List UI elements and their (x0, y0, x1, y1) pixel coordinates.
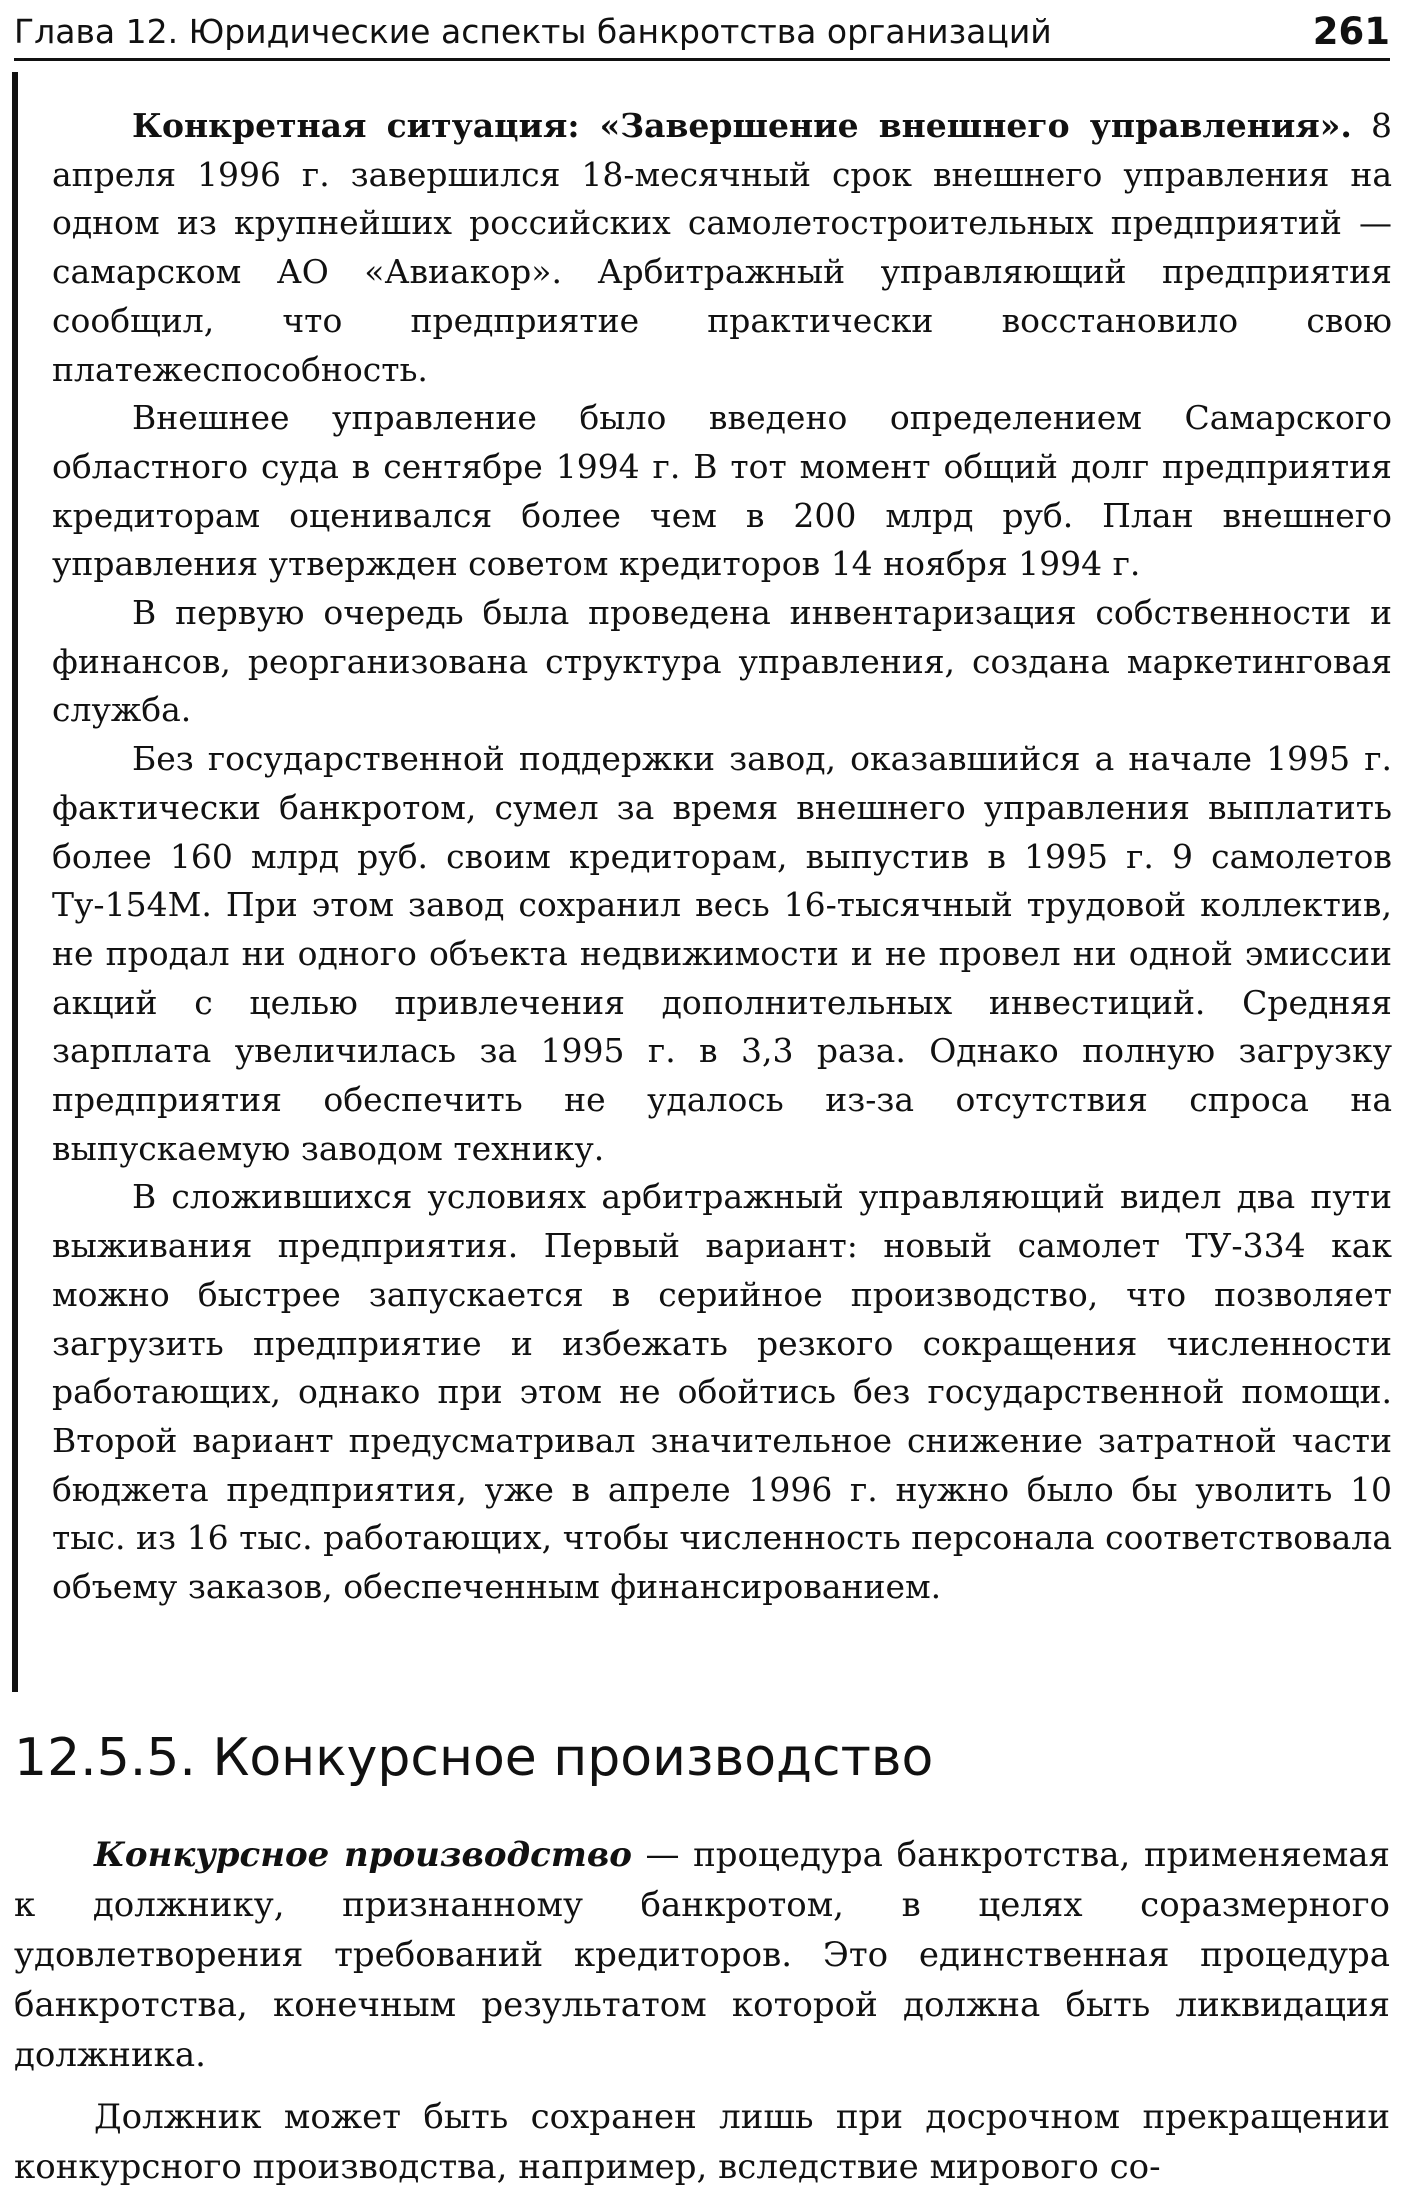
case-paragraph (52, 102, 1392, 394)
page-number: 261 (1312, 10, 1390, 53)
section-heading: 12.5.5. Конкурсное производство (14, 1728, 934, 1788)
body-paragraph: Должник может быть сохранен лишь при досрочном прекращении конкурсного производства, например, вследствие мирового со- (14, 2097, 1390, 2187)
case-study-box (12, 72, 1392, 1692)
defined-term: Конкурсное производство (94, 1835, 632, 1875)
body-paragraph (14, 1830, 1390, 2080)
chapter-title: Глава 12. Юридические аспекты банкротства организаций (14, 12, 1052, 51)
case-paragraph: Без государственной поддержки завод, оказавшийся а начале 1995 г. фактически банкротом, сумел за время внешнего управления выплатить более 160 млрд руб. своим кредиторам, выпустив в 1995 г. 9 самолетов Ту-154М. При этом завод сохранил весь 16-тысячный трудовой коллектив, не продал ни одного объекта недвижимости и не провел ни одной эмиссии акций с целью привлечения дополнительных инвестиций. Средняя зарплата увеличилась за 1995 г. в 3,3 раза. Однако полную загрузку предприятия обеспечить не удалось из-за отсутствия спроса на выпускаемую заводом технику. (52, 739, 1392, 1168)
case-paragraph-text: 8 апреля 1996 г. завершился 18-месячный срок внешнего управления на одном из крупнейших российских самолетостроительных предприятий — самарском АО «Авиакор». Арбитражный управляющий предприятия сообщил, что предприятие практически восстановило свою платежеспособность. (52, 106, 1392, 389)
case-paragraph: В первую очередь была проведена инвентаризация собственности и финансов, реорганизована структура управления, создана маркетинговая служба. (52, 593, 1392, 730)
running-header (14, 8, 1390, 61)
case-paragraph: Внешнее управление было введено определением Самарского областного суда в сентябре 1994 г. В тот момент общий долг предприятия кредиторам оценивался более чем в 200 млрд руб. План внешнего управления утвержден советом кредиторов 14 ноября 1994 г. (52, 398, 1392, 584)
case-study-text (52, 102, 1392, 1612)
body-paragraph-text: — процедура банкротства, применяемая к должнику, признанному банкротом, в целях соразмерного удовлетворения требований кредиторов. Это единственная процедура банкротства, конечным результатом которой должна быть ликвидация должника. (14, 1835, 1390, 2075)
case-study-lead: Конкретная ситуация: «Завершение внешнего управления». (132, 106, 1352, 145)
case-paragraph: В сложившихся условиях арбитражный управляющий видел два пути выживания предприятия. Первый вариант: новый самолет ТУ-334 как можно быстрее запускается в серийное производство, что позволяет загрузить предприятие и избежать резкого сокращения численности работающих, однако при этом не обойтись без государственной помощи. Второй вариант предусматривал значительное снижение затратной части бюджета предприятия, уже в апреле 1996 г. нужно было бы уволить 10 тыс. из 16 тыс. работающих, чтобы численность персонала соответствовала объему заказов, обеспеченным финансированием. (52, 1177, 1392, 1607)
section-body (14, 1830, 1390, 2192)
